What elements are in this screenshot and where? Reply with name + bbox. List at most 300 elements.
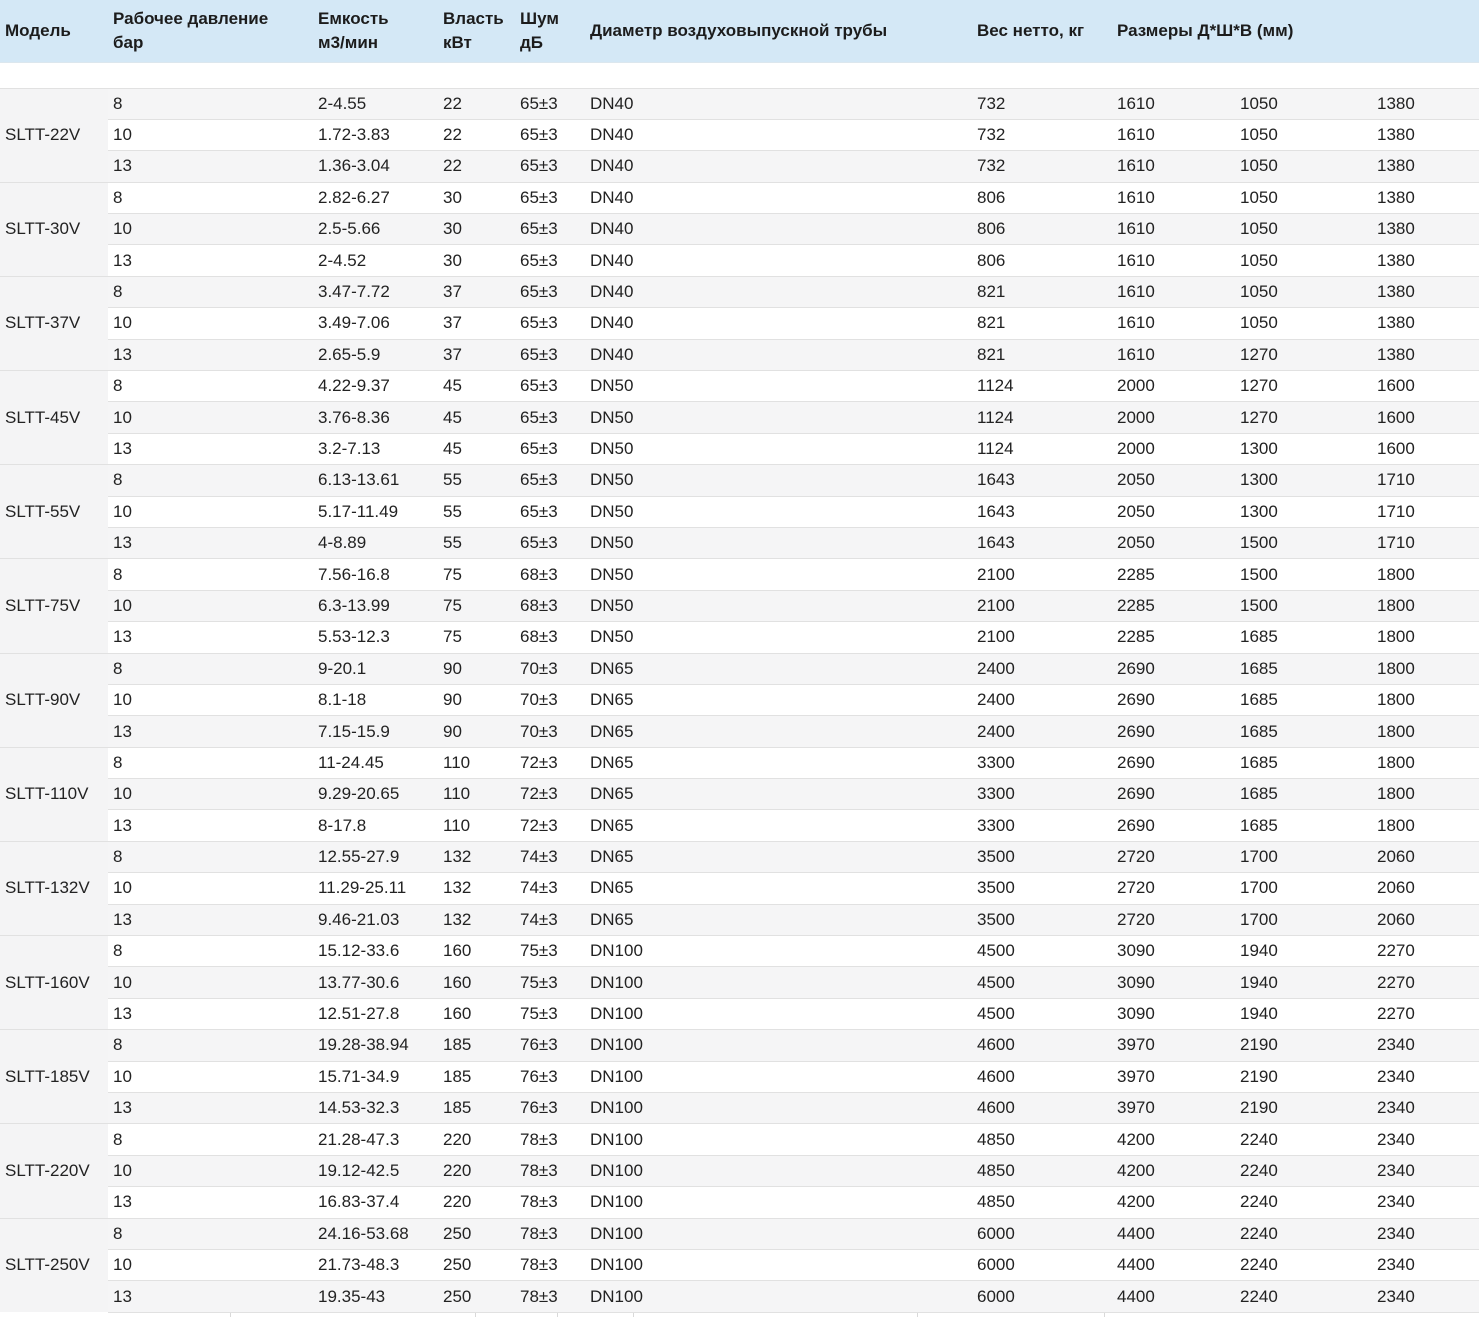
capacity-cell: 6.3-13.99 <box>313 590 438 621</box>
pipe-cell: DN40 <box>585 276 972 307</box>
weight-cell: 4600 <box>972 1061 1112 1092</box>
table-row <box>0 716 1479 747</box>
pipe-cell: DN100 <box>585 1093 972 1124</box>
table-row <box>0 1155 1479 1186</box>
dim-length-cell: 2285 <box>1112 622 1235 653</box>
pressure-cell: 13 <box>108 339 313 370</box>
pipe-cell: DN50 <box>585 465 972 496</box>
cutoff-column-border <box>230 1313 231 1317</box>
noise-cell: 65±3 <box>515 276 585 307</box>
col-header-pipe-label: Диаметр воздуховыпускной трубы <box>590 20 888 40</box>
pipe-cell: DN65 <box>585 904 972 935</box>
dim-height-cell: 2270 <box>1372 967 1479 998</box>
dim-length-cell: 4200 <box>1112 1155 1235 1186</box>
power-cell: 45 <box>438 371 515 402</box>
pressure-cell: 8 <box>108 465 313 496</box>
power-cell: 90 <box>438 716 515 747</box>
dim-height-cell: 1710 <box>1372 527 1479 558</box>
dim-width-cell: 1940 <box>1235 967 1372 998</box>
dim-width-cell: 2240 <box>1235 1187 1372 1218</box>
pressure-cell: 10 <box>108 779 313 810</box>
power-cell: 55 <box>438 465 515 496</box>
capacity-cell: 5.53-12.3 <box>313 622 438 653</box>
power-cell: 37 <box>438 339 515 370</box>
power-cell: 55 <box>438 496 515 527</box>
pipe-cell: DN40 <box>585 119 972 150</box>
noise-cell: 75±3 <box>515 936 585 967</box>
dim-height-cell: 1800 <box>1372 779 1479 810</box>
pipe-cell: DN100 <box>585 1155 972 1186</box>
table-row <box>0 559 1479 590</box>
weight-cell: 4500 <box>972 967 1112 998</box>
power-cell: 45 <box>438 433 515 464</box>
cutoff-column-border <box>1104 1313 1105 1317</box>
model-cell: SLTT-185V <box>0 1030 108 1124</box>
pressure-cell: 13 <box>108 1281 313 1312</box>
table-row <box>0 841 1479 872</box>
dim-width-cell: 2240 <box>1235 1218 1372 1249</box>
power-cell: 22 <box>438 151 515 182</box>
pressure-cell: 8 <box>108 559 313 590</box>
pressure-cell: 10 <box>108 402 313 433</box>
noise-cell: 65±3 <box>515 496 585 527</box>
table-row <box>0 371 1479 402</box>
capacity-cell: 2-4.55 <box>313 88 438 119</box>
model-cell: SLTT-75V <box>0 559 108 653</box>
dim-width-cell: 1050 <box>1235 119 1372 150</box>
dim-length-cell: 2690 <box>1112 653 1235 684</box>
pipe-cell: DN40 <box>585 245 972 276</box>
dim-width-cell: 1685 <box>1235 684 1372 715</box>
weight-cell: 2400 <box>972 716 1112 747</box>
weight-cell: 732 <box>972 151 1112 182</box>
table-row <box>0 214 1479 245</box>
dim-height-cell: 1600 <box>1372 371 1479 402</box>
table-row <box>0 88 1479 119</box>
table-row <box>0 904 1479 935</box>
cutoff-column-border <box>475 1313 476 1317</box>
noise-cell: 70±3 <box>515 684 585 715</box>
power-cell: 75 <box>438 590 515 621</box>
dim-height-cell: 1380 <box>1372 276 1479 307</box>
dim-length-cell: 3090 <box>1112 998 1235 1029</box>
dim-width-cell: 1685 <box>1235 747 1372 778</box>
dim-length-cell: 1610 <box>1112 308 1235 339</box>
capacity-cell: 15.71-34.9 <box>313 1061 438 1092</box>
weight-cell: 1643 <box>972 465 1112 496</box>
dim-height-cell: 1710 <box>1372 496 1479 527</box>
dim-length-cell: 2690 <box>1112 810 1235 841</box>
dim-length-cell: 2000 <box>1112 433 1235 464</box>
weight-cell: 1643 <box>972 496 1112 527</box>
table-row <box>0 151 1479 182</box>
dim-height-cell: 1710 <box>1372 465 1479 496</box>
dim-width-cell: 1270 <box>1235 339 1372 370</box>
pressure-cell: 8 <box>108 371 313 402</box>
weight-cell: 4600 <box>972 1093 1112 1124</box>
pipe-cell: DN65 <box>585 716 972 747</box>
weight-cell: 3300 <box>972 779 1112 810</box>
dim-width-cell: 2190 <box>1235 1093 1372 1124</box>
model-cell: SLTT-22V <box>0 88 108 182</box>
dim-width-cell: 1685 <box>1235 810 1372 841</box>
dim-length-cell: 3090 <box>1112 936 1235 967</box>
dim-height-cell: 1380 <box>1372 88 1479 119</box>
model-cell: SLTT-160V <box>0 936 108 1030</box>
dim-length-cell: 1610 <box>1112 88 1235 119</box>
dim-width-cell: 1050 <box>1235 245 1372 276</box>
capacity-cell: 7.56-16.8 <box>313 559 438 590</box>
dim-length-cell: 2720 <box>1112 841 1235 872</box>
pressure-cell: 13 <box>108 622 313 653</box>
weight-cell: 806 <box>972 245 1112 276</box>
pressure-cell: 10 <box>108 1249 313 1280</box>
dim-height-cell: 2060 <box>1372 841 1479 872</box>
col-header-power <box>438 0 515 62</box>
dim-height-cell: 1800 <box>1372 559 1479 590</box>
pressure-cell: 10 <box>108 1155 313 1186</box>
dim-length-cell: 4200 <box>1112 1124 1235 1155</box>
col-header-capacity <box>313 0 438 62</box>
pressure-cell: 13 <box>108 151 313 182</box>
power-cell: 30 <box>438 214 515 245</box>
table-row <box>0 433 1479 464</box>
dim-width-cell: 1050 <box>1235 308 1372 339</box>
power-cell: 30 <box>438 245 515 276</box>
dim-length-cell: 2720 <box>1112 873 1235 904</box>
power-cell: 185 <box>438 1030 515 1061</box>
table-row <box>0 1030 1479 1061</box>
dim-length-cell: 1610 <box>1112 339 1235 370</box>
capacity-cell: 9.29-20.65 <box>313 779 438 810</box>
weight-cell: 4850 <box>972 1155 1112 1186</box>
col-header-power-line2: кВт <box>443 32 472 52</box>
power-cell: 75 <box>438 559 515 590</box>
col-header-pressure <box>108 0 313 62</box>
table-row <box>0 527 1479 558</box>
capacity-cell: 3.2-7.13 <box>313 433 438 464</box>
dim-height-cell: 2340 <box>1372 1281 1479 1312</box>
model-cell: SLTT-90V <box>0 653 108 747</box>
spacer-row <box>0 62 1479 88</box>
table-body <box>0 62 1479 1312</box>
pipe-cell: DN65 <box>585 684 972 715</box>
weight-cell: 3500 <box>972 873 1112 904</box>
noise-cell: 65±3 <box>515 151 585 182</box>
pipe-cell: DN50 <box>585 527 972 558</box>
dim-height-cell: 2060 <box>1372 873 1479 904</box>
power-cell: 185 <box>438 1093 515 1124</box>
dim-height-cell: 1380 <box>1372 339 1479 370</box>
dim-length-cell: 2000 <box>1112 402 1235 433</box>
pipe-cell: DN100 <box>585 967 972 998</box>
capacity-cell: 4.22-9.37 <box>313 371 438 402</box>
noise-cell: 65±3 <box>515 214 585 245</box>
pressure-cell: 8 <box>108 747 313 778</box>
noise-cell: 72±3 <box>515 810 585 841</box>
dim-width-cell: 1940 <box>1235 936 1372 967</box>
capacity-cell: 2-4.52 <box>313 245 438 276</box>
dim-length-cell: 2690 <box>1112 716 1235 747</box>
power-cell: 55 <box>438 527 515 558</box>
dim-height-cell: 2060 <box>1372 904 1479 935</box>
dim-width-cell: 1050 <box>1235 182 1372 213</box>
cutoff-column-border <box>557 1313 558 1317</box>
dim-height-cell: 2340 <box>1372 1218 1479 1249</box>
cutoff-column-border <box>633 1313 634 1317</box>
power-cell: 45 <box>438 402 515 433</box>
dim-width-cell: 1700 <box>1235 841 1372 872</box>
pipe-cell: DN100 <box>585 1218 972 1249</box>
dim-length-cell: 1610 <box>1112 119 1235 150</box>
col-header-pipe <box>585 0 972 62</box>
col-header-pressure-line1: Рабочее давление <box>113 8 269 28</box>
table-header <box>0 0 1479 62</box>
dim-height-cell: 2340 <box>1372 1249 1479 1280</box>
noise-cell: 78±3 <box>515 1187 585 1218</box>
dim-height-cell: 1800 <box>1372 653 1479 684</box>
dim-width-cell: 1300 <box>1235 433 1372 464</box>
dim-height-cell: 2340 <box>1372 1155 1479 1186</box>
weight-cell: 1124 <box>972 433 1112 464</box>
dim-height-cell: 1380 <box>1372 245 1479 276</box>
dim-length-cell: 1610 <box>1112 151 1235 182</box>
dim-height-cell: 1380 <box>1372 151 1479 182</box>
power-cell: 250 <box>438 1218 515 1249</box>
capacity-cell: 3.76-8.36 <box>313 402 438 433</box>
dim-height-cell: 1380 <box>1372 182 1479 213</box>
weight-cell: 2400 <box>972 684 1112 715</box>
table-row <box>0 1093 1479 1124</box>
power-cell: 132 <box>438 841 515 872</box>
pipe-cell: DN65 <box>585 873 972 904</box>
table-row <box>0 1281 1479 1312</box>
power-cell: 22 <box>438 88 515 119</box>
power-cell: 250 <box>438 1249 515 1280</box>
dim-height-cell: 1800 <box>1372 622 1479 653</box>
noise-cell: 65±3 <box>515 339 585 370</box>
pipe-cell: DN65 <box>585 779 972 810</box>
table-row <box>0 276 1479 307</box>
table-row <box>0 684 1479 715</box>
dim-width-cell: 1500 <box>1235 590 1372 621</box>
weight-cell: 1643 <box>972 527 1112 558</box>
weight-cell: 2100 <box>972 559 1112 590</box>
dim-height-cell: 1800 <box>1372 684 1479 715</box>
pipe-cell: DN50 <box>585 402 972 433</box>
pressure-cell: 8 <box>108 88 313 119</box>
dim-length-cell: 4400 <box>1112 1218 1235 1249</box>
model-cell: SLTT-110V <box>0 747 108 841</box>
noise-cell: 68±3 <box>515 590 585 621</box>
noise-cell: 78±3 <box>515 1155 585 1186</box>
pressure-cell: 10 <box>108 684 313 715</box>
pressure-cell: 13 <box>108 998 313 1029</box>
power-cell: 30 <box>438 182 515 213</box>
weight-cell: 6000 <box>972 1249 1112 1280</box>
capacity-cell: 1.36-3.04 <box>313 151 438 182</box>
pipe-cell: DN40 <box>585 339 972 370</box>
noise-cell: 74±3 <box>515 904 585 935</box>
weight-cell: 4850 <box>972 1187 1112 1218</box>
noise-cell: 65±3 <box>515 88 585 119</box>
weight-cell: 4500 <box>972 998 1112 1029</box>
dim-width-cell: 1685 <box>1235 622 1372 653</box>
noise-cell: 78±3 <box>515 1281 585 1312</box>
pressure-cell: 8 <box>108 182 313 213</box>
weight-cell: 3500 <box>972 841 1112 872</box>
dim-width-cell: 1685 <box>1235 779 1372 810</box>
table-row <box>0 590 1479 621</box>
pipe-cell: DN65 <box>585 841 972 872</box>
weight-cell: 3500 <box>972 904 1112 935</box>
table-row <box>0 496 1479 527</box>
dim-width-cell: 1050 <box>1235 151 1372 182</box>
model-cell: SLTT-37V <box>0 276 108 370</box>
power-cell: 90 <box>438 653 515 684</box>
weight-cell: 1124 <box>972 371 1112 402</box>
dim-height-cell: 1800 <box>1372 716 1479 747</box>
power-cell: 110 <box>438 779 515 810</box>
pressure-cell: 13 <box>108 1187 313 1218</box>
model-cell: SLTT-45V <box>0 371 108 465</box>
dim-length-cell: 2285 <box>1112 590 1235 621</box>
weight-cell: 4600 <box>972 1030 1112 1061</box>
weight-cell: 821 <box>972 339 1112 370</box>
weight-cell: 821 <box>972 276 1112 307</box>
dim-length-cell: 2000 <box>1112 371 1235 402</box>
dim-length-cell: 2720 <box>1112 904 1235 935</box>
weight-cell: 821 <box>972 308 1112 339</box>
noise-cell: 72±3 <box>515 747 585 778</box>
table-row <box>0 402 1479 433</box>
capacity-cell: 21.73-48.3 <box>313 1249 438 1280</box>
dim-height-cell: 1800 <box>1372 747 1479 778</box>
pressure-cell: 13 <box>108 245 313 276</box>
dim-length-cell: 4400 <box>1112 1249 1235 1280</box>
col-header-model <box>0 0 108 62</box>
pressure-cell: 10 <box>108 967 313 998</box>
pressure-cell: 13 <box>108 716 313 747</box>
weight-cell: 3300 <box>972 810 1112 841</box>
power-cell: 37 <box>438 308 515 339</box>
cutoff-next-table-edge <box>0 1313 1479 1317</box>
power-cell: 160 <box>438 998 515 1029</box>
dim-width-cell: 1700 <box>1235 904 1372 935</box>
capacity-cell: 19.35-43 <box>313 1281 438 1312</box>
dim-length-cell: 3090 <box>1112 967 1235 998</box>
col-header-dimensions-label: Размеры Д*Ш*В (мм) <box>1117 20 1294 40</box>
pipe-cell: DN65 <box>585 810 972 841</box>
capacity-cell: 3.49-7.06 <box>313 308 438 339</box>
noise-cell: 76±3 <box>515 1061 585 1092</box>
pressure-cell: 10 <box>108 873 313 904</box>
pressure-cell: 13 <box>108 810 313 841</box>
pipe-cell: DN100 <box>585 1187 972 1218</box>
power-cell: 132 <box>438 904 515 935</box>
dim-length-cell: 2690 <box>1112 684 1235 715</box>
dim-width-cell: 1050 <box>1235 214 1372 245</box>
capacity-cell: 3.47-7.72 <box>313 276 438 307</box>
power-cell: 185 <box>438 1061 515 1092</box>
dim-length-cell: 2050 <box>1112 527 1235 558</box>
noise-cell: 72±3 <box>515 779 585 810</box>
dim-length-cell: 1610 <box>1112 182 1235 213</box>
weight-cell: 6000 <box>972 1281 1112 1312</box>
noise-cell: 65±3 <box>515 402 585 433</box>
pipe-cell: DN50 <box>585 433 972 464</box>
table-row <box>0 182 1479 213</box>
pressure-cell: 10 <box>108 214 313 245</box>
pressure-cell: 10 <box>108 119 313 150</box>
dim-width-cell: 1685 <box>1235 716 1372 747</box>
power-cell: 110 <box>438 810 515 841</box>
pipe-cell: DN100 <box>585 1281 972 1312</box>
pressure-cell: 10 <box>108 1061 313 1092</box>
table-row <box>0 936 1479 967</box>
noise-cell: 78±3 <box>515 1124 585 1155</box>
dim-length-cell: 2285 <box>1112 559 1235 590</box>
power-cell: 160 <box>438 967 515 998</box>
capacity-cell: 8-17.8 <box>313 810 438 841</box>
pressure-cell: 8 <box>108 1218 313 1249</box>
power-cell: 132 <box>438 873 515 904</box>
dim-width-cell: 1300 <box>1235 496 1372 527</box>
pipe-cell: DN50 <box>585 590 972 621</box>
capacity-cell: 21.28-47.3 <box>313 1124 438 1155</box>
pipe-cell: DN100 <box>585 1061 972 1092</box>
dim-width-cell: 1050 <box>1235 88 1372 119</box>
power-cell: 220 <box>438 1155 515 1186</box>
noise-cell: 76±3 <box>515 1093 585 1124</box>
dim-height-cell: 2340 <box>1372 1124 1479 1155</box>
cutoff-column-border <box>917 1313 918 1317</box>
noise-cell: 78±3 <box>515 1218 585 1249</box>
col-header-power-line1: Власть <box>443 8 504 28</box>
dim-length-cell: 1610 <box>1112 276 1235 307</box>
pipe-cell: DN100 <box>585 1249 972 1280</box>
noise-cell: 65±3 <box>515 308 585 339</box>
col-header-weight-label: Вес нетто, кг <box>977 20 1085 40</box>
dim-height-cell: 2340 <box>1372 1093 1479 1124</box>
noise-cell: 65±3 <box>515 371 585 402</box>
col-header-dimensions <box>1112 0 1479 62</box>
capacity-cell: 15.12-33.6 <box>313 936 438 967</box>
table-row <box>0 622 1479 653</box>
noise-cell: 70±3 <box>515 653 585 684</box>
dim-width-cell: 2190 <box>1235 1061 1372 1092</box>
pipe-cell: DN100 <box>585 936 972 967</box>
pressure-cell: 10 <box>108 590 313 621</box>
weight-cell: 732 <box>972 119 1112 150</box>
col-header-noise <box>515 0 585 62</box>
table-row <box>0 1249 1479 1280</box>
table-row <box>0 873 1479 904</box>
model-cell: SLTT-55V <box>0 465 108 559</box>
dim-length-cell: 3970 <box>1112 1061 1235 1092</box>
pipe-cell: DN50 <box>585 496 972 527</box>
model-cell: SLTT-132V <box>0 841 108 935</box>
dim-width-cell: 1270 <box>1235 371 1372 402</box>
capacity-cell: 16.83-37.4 <box>313 1187 438 1218</box>
dim-width-cell: 1500 <box>1235 527 1372 558</box>
table-row <box>0 339 1479 370</box>
power-cell: 220 <box>438 1187 515 1218</box>
capacity-cell: 11-24.45 <box>313 747 438 778</box>
table-row <box>0 779 1479 810</box>
capacity-cell: 7.15-15.9 <box>313 716 438 747</box>
table-row <box>0 245 1479 276</box>
